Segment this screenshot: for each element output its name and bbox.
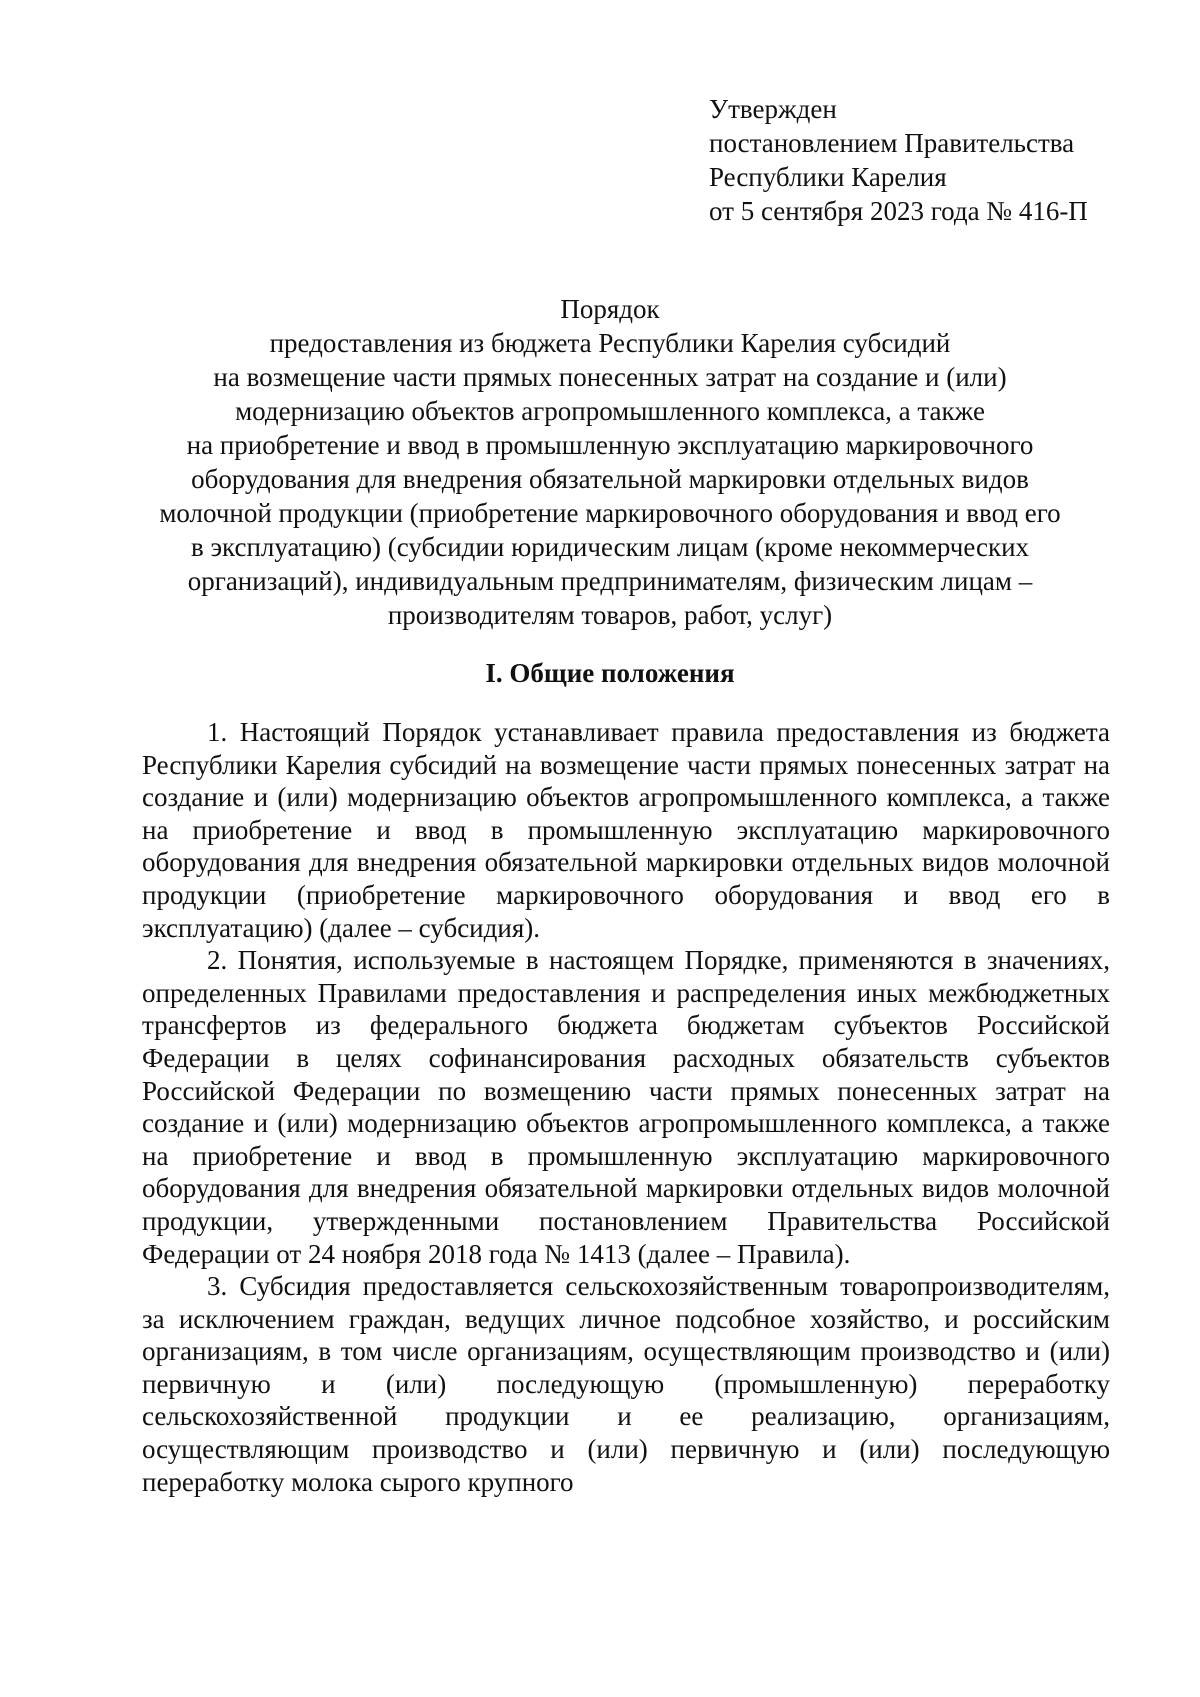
approval-stamp [709,92,1088,228]
title-line: на приобретение и ввод в промышленную эксплуатацию маркировочного [186,430,1034,460]
title-line: молочной продукции (приобретение маркировочного оборудования и ввод его [159,498,1061,528]
approval-line: Республики Карелия [709,162,947,192]
title-line: оборудования для внедрения обязательной маркировки отдельных видов [191,464,1029,494]
section-heading: I. Общие положения [485,658,735,688]
approval-line: от 5 сентября 2023 года № 416-П [709,196,1088,226]
title-line: модернизацию объектов агропромышленного комплекса, а также [235,396,985,426]
title-line: на возмещение части прямых понесенных затрат на создание и (или) [213,362,1007,392]
paragraph: 1. Настоящий Порядок устанавливает правила предоставления из бюджета Республики Карелия субсидий на возмещение части прямых понесенных затрат на создание и (или) модернизацию объектов агропромышленного комплекса, а также на приобретение и ввод в промышленную эксплуатацию маркировочного оборудования для внедрения обязательной маркировки отдельных видов молочной продукции (приобретение маркировочного оборудования и ввод его в эксплуатацию) (далее – субсидия). [142,717,1110,943]
approval-line: Утвержден [709,94,837,124]
title-line: организаций), индивидуальным предпринимателям, физическим лицам – [187,566,1033,596]
approval-line: постановлением Правительства [709,128,1075,158]
document-body [142,716,1110,1498]
title-line: в эксплуатацию) (субсидии юридическим лицам (кроме некоммерческих [190,532,1030,562]
paragraph: 2. Понятия, используемые в настоящем Порядке, применяются в значениях, определенных Правилами предоставления и распределения иных межбюджетных трансфертов из федерального бюджета бюджетам субъектов Российской Федерации в целях софинансирования расходных обязательств субъектов Российской Федерации по возмещению части прямых понесенных затрат на создание и (или) модернизацию объектов агропромышленного комплекса, а также на приобретение и ввод в промышленную эксплуатацию маркировочного оборудования для внедрения обязательной маркировки отдельных видов молочной продукции, утвержденными постановлением Правительства Российской Федерации от 24 ноября 2018 года № 1413 (далее – Правила). [142,945,1110,1269]
title-line: производителям товаров, работ, услуг) [387,600,833,630]
title-line: предоставления из бюджета Республики Карелия субсидий [269,328,951,358]
title-heading: Порядок [560,294,660,324]
paragraph: 3. Субсидия предоставляется сельскохозяйственным товаропроизводителям, за исключением граждан, ведущих личное подсобное хозяйство, и российским организациям, в том числе организациям, осуществляющим производство и (или) первичную и (или) последующую (промышленную) переработку сельскохозяйственной продукции и ее реализацию, организациям, осуществляющим производство и (или) первичную и (или) последующую переработку молока сырого крупного [142,1271,1110,1497]
document-title [130,292,1090,632]
